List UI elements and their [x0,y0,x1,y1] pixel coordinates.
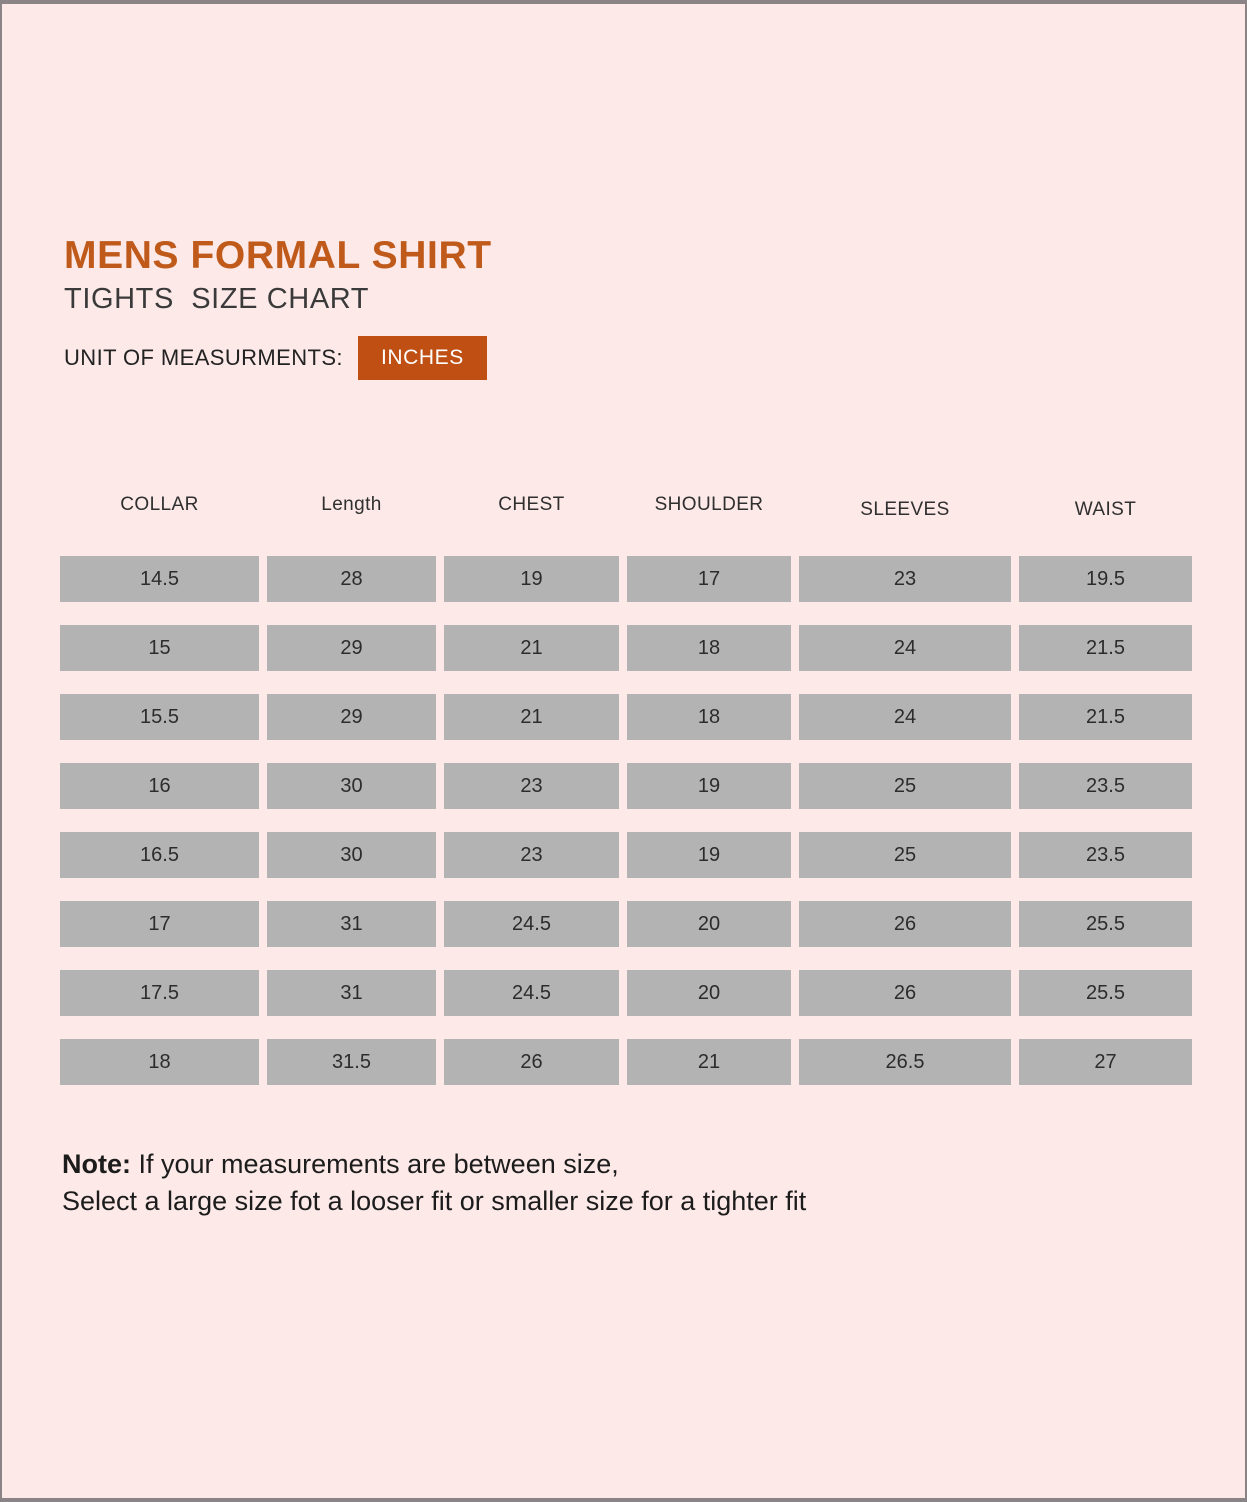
table-cell: 26 [799,901,1011,947]
table-cell: 19.5 [1019,556,1192,602]
table-cell: 17.5 [60,970,259,1016]
table-cell: 21.5 [1019,625,1192,671]
table-cell: 29 [267,694,436,740]
table-cell: 24 [799,625,1011,671]
table-cell: 16.5 [60,832,259,878]
table-cell: 17 [60,901,259,947]
table-row [60,832,1192,878]
table-row [60,694,1192,740]
page-subtitle: TIGHTS SIZE CHART [64,283,370,315]
table-cell: 25 [799,832,1011,878]
table-cell: 23 [444,832,619,878]
table-cell: 21 [627,1039,791,1085]
table-cell: 19 [444,556,619,602]
table-cell: 30 [267,763,436,809]
note-line-1 [62,1146,806,1183]
column-header-chest: CHEST [498,494,565,515]
table-row [60,901,1192,947]
table-row [60,1039,1192,1085]
column-header-sleeves: SLEEVES [860,499,950,520]
table-cell: 16 [60,763,259,809]
table-cell: 23.5 [1019,763,1192,809]
size-chart-table [60,494,1192,1108]
table-cell: 23 [799,556,1011,602]
unit-label: UNIT OF MEASURMENTS: [64,345,343,370]
table-cell: 20 [627,970,791,1016]
table-cell: 18 [60,1039,259,1085]
table-cell: 27 [1019,1039,1192,1085]
table-cell: 29 [267,625,436,671]
table-cell: 28 [267,556,436,602]
column-header-collar: COLLAR [120,494,199,515]
table-body [60,556,1192,1085]
column-header-shoulder: SHOULDER [654,494,764,515]
table-row [60,625,1192,671]
table-cell: 31.5 [267,1039,436,1085]
table-cell: 21 [444,694,619,740]
table-cell: 25.5 [1019,901,1192,947]
table-cell: 15.5 [60,694,259,740]
unit-value-badge: INCHES [358,336,487,380]
table-cell: 24 [799,694,1011,740]
table-row [60,763,1192,809]
table-cell: 31 [267,970,436,1016]
note-line-2: Select a large size fot a looser fit or smaller size for a tighter fit [62,1186,807,1216]
table-cell: 23.5 [1019,832,1192,878]
table-cell: 31 [267,901,436,947]
table-cell: 25 [799,763,1011,809]
table-cell: 24.5 [444,901,619,947]
table-header-row [60,494,1192,520]
header [64,236,492,380]
column-header-waist: WAIST [1074,499,1137,520]
table-cell: 23 [444,763,619,809]
table-cell: 18 [627,694,791,740]
table-cell: 25.5 [1019,970,1192,1016]
table-cell: 15 [60,625,259,671]
note [62,1146,806,1220]
table-cell: 20 [627,901,791,947]
note-line-1-text: If your measurements are between size, [138,1149,619,1179]
table-cell: 17 [627,556,791,602]
table-cell: 26.5 [799,1039,1011,1085]
table-cell: 14.5 [60,556,259,602]
table-cell: 30 [267,832,436,878]
table-cell: 21.5 [1019,694,1192,740]
table-cell: 26 [799,970,1011,1016]
table-cell: 18 [627,625,791,671]
page-title: MENS FORMAL SHIRT [64,234,492,277]
table-row [60,970,1192,1016]
table-cell: 19 [627,763,791,809]
table-cell: 21 [444,625,619,671]
unit-of-measurement-row [64,336,492,380]
column-header-length: Length [321,494,382,515]
table-cell: 19 [627,832,791,878]
table-cell: 26 [444,1039,619,1085]
table-cell: 24.5 [444,970,619,1016]
table-row [60,556,1192,602]
note-label: Note: [62,1149,131,1179]
